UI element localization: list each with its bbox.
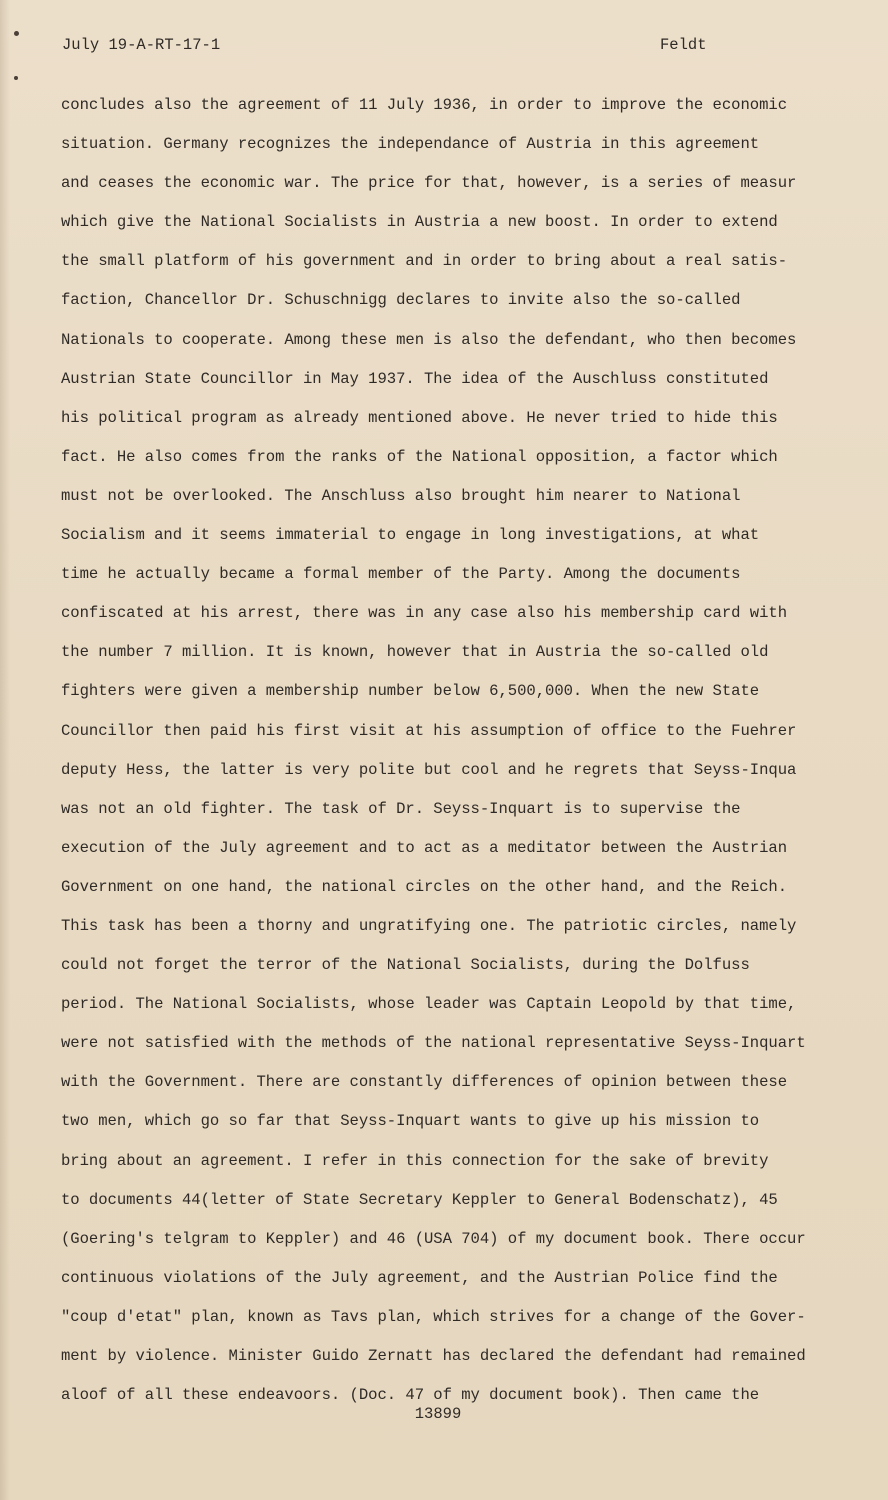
text-line: two men, which go so far that Seyss-Inquart wants to give up his mission to — [61, 1112, 760, 1131]
text-line: ment by violence. Minister Guido Zernatt has declared the defendant had remained — [61, 1347, 806, 1365]
text-line: were not satisfied with the methods of the national representative Seyss-Inquart — [61, 1034, 806, 1053]
text-line: deputy Hess, the latter is very polite but cool and he regrets that Seyss-Inqua — [61, 760, 797, 779]
text-line: was not an old fighter. The task of Dr. Seyss-Inquart is to supervise the — [61, 799, 741, 818]
text-line: aloof of all these endeavoors. (Doc. 47 of my document book). Then came the — [61, 1386, 760, 1405]
text-line: faction, Chancellor Dr. Schuschnigg declares to invite also the so-called — [61, 291, 741, 310]
text-line: with the Government. There are constantly differences of opinion between these — [61, 1073, 788, 1092]
page-number: 13899 — [414, 1405, 462, 1423]
text-line: Austrian State Councillor in May 1937. The idea of the Auschluss constituted — [61, 369, 769, 388]
text-line: continuous violations of the July agreement, and the Austrian Police find the — [61, 1268, 778, 1287]
punch-hole-mark — [14, 76, 18, 80]
text-line: the small platform of his government and in order to bring about a real satis- — [61, 252, 788, 271]
text-line: the number 7 million. It is known, however that in Austria the so-called old — [61, 643, 769, 662]
text-line: execution of the July agreement and to act as a meditator between the Austrian — [61, 838, 788, 857]
page-footer — [0, 1405, 888, 1423]
text-line: "coup d'etat" plan, known as Tavs plan, which strives for a change of the Gover- — [61, 1307, 806, 1326]
text-line: concludes also the agreement of 11 July 1936, in order to improve the economic — [61, 96, 788, 114]
text-line: to documents 44(letter of State Secretary Keppler to General Bodenschatz), 45 — [61, 1190, 778, 1209]
text-line: bring about an agreement. I refer in this connection for the sake of brevity — [61, 1151, 769, 1170]
page-edge-shadow — [0, 0, 10, 1500]
text-line: fact. He also comes from the ranks of the National opposition, a factor which — [61, 447, 778, 466]
text-line: confiscated at his arrest, there was in any case also his membership card with — [61, 604, 788, 623]
text-line: period. The National Socialists, whose leader was Captain Leopold by that time, — [61, 995, 797, 1014]
text-line: Nationals to cooperate. Among these men is also the defendant, who then becomes — [61, 330, 797, 349]
text-line: must not be overlooked. The Anschluss also brought him nearer to National — [61, 486, 741, 505]
text-line: Socialism and it seems immaterial to engage in long investigations, at what — [61, 526, 760, 545]
text-line: time he actually became a formal member of the Party. Among the documents — [61, 565, 741, 584]
text-line: could not forget the terror of the National Socialists, during the Dolfuss — [61, 956, 750, 975]
document-reference: July 19-A-RT-17-1 — [62, 36, 221, 54]
body-text — [61, 94, 831, 1423]
text-line: which give the National Socialists in Austria a new boost. In order to extend — [61, 213, 778, 232]
text-line: fighters were given a membership number below 6,500,000. When the new State — [61, 682, 760, 701]
text-line: situation. Germany recognizes the independance of Austria in this agreement — [61, 135, 760, 154]
text-line: his political program as already mentioned above. He never tried to hide this — [61, 408, 778, 427]
text-line: This task has been a thorny and ungratifying one. The patriotic circles, namely — [61, 916, 797, 935]
page-header — [0, 36, 888, 60]
text-line: and ceases the economic war. The price for that, however, is a series of measur — [61, 174, 797, 193]
author-name: Feldt — [660, 36, 707, 54]
text-line: Councillor then paid his first visit at his assumption of office to the Fuehrer — [61, 721, 797, 740]
text-line: (Goering's telgram to Keppler) and 46 (USA 704) of my document book. There occur — [61, 1229, 806, 1248]
text-line: Government on one hand, the national circles on the other hand, and the Reich. — [61, 877, 788, 896]
